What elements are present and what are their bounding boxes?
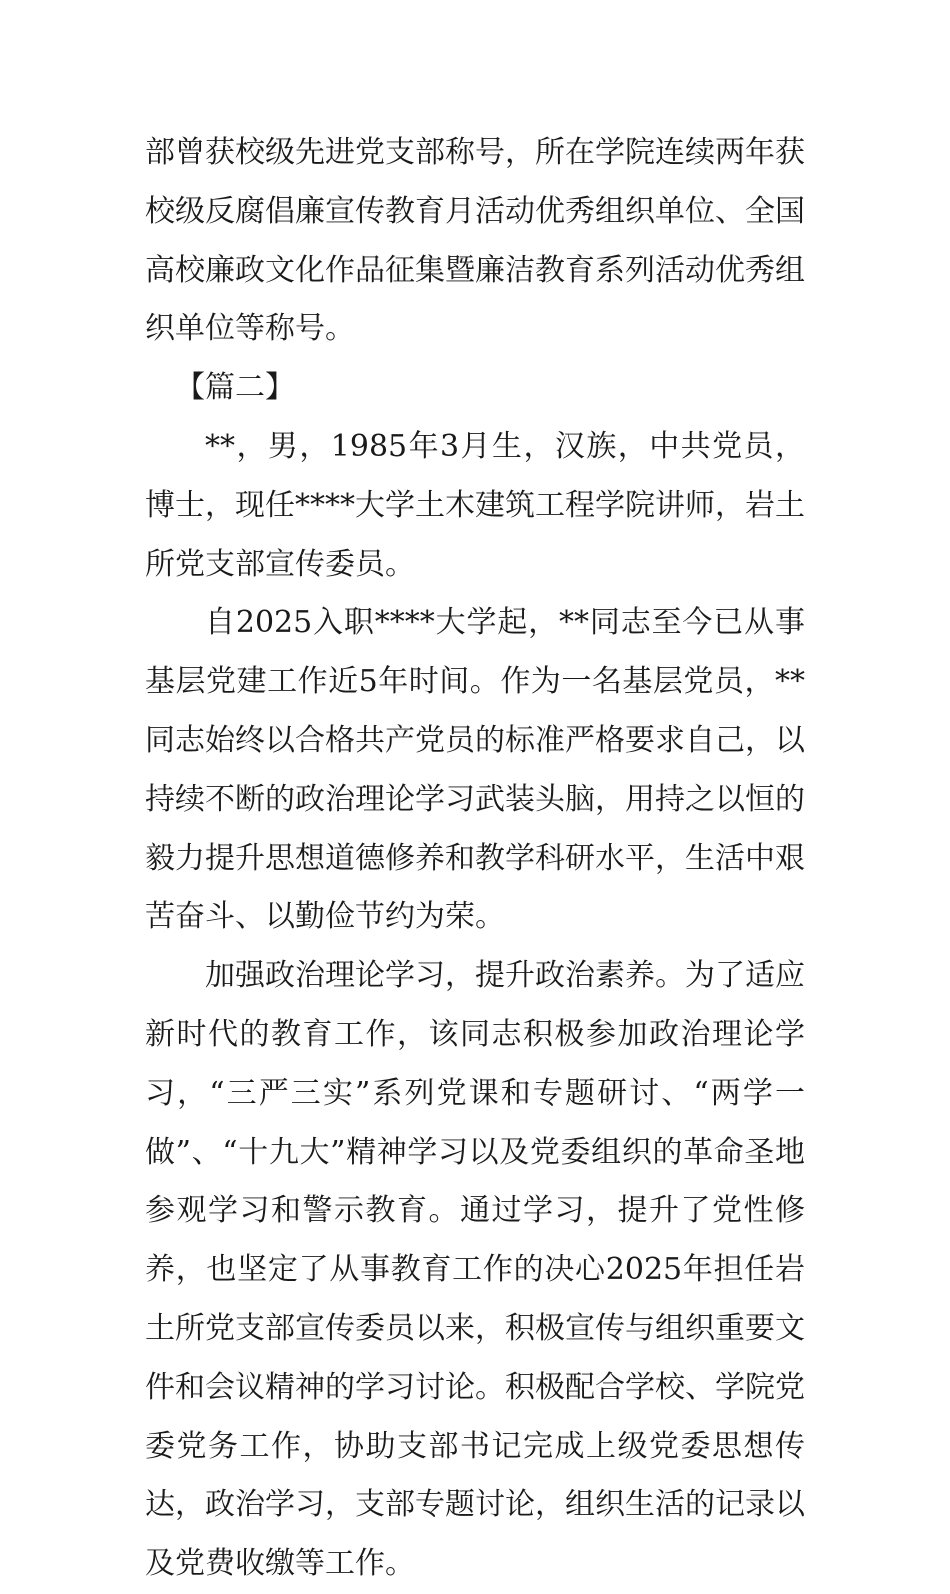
paragraph-career: 自2025入职****大学起，**同志至今已从事基层党建工作近5年时间。作为一名基层党员，**同志始终以合格共产党员的标准严格要求自己，以持续不断的政治理论学习武装头脑，用持之以恒的毅力提升思想道德修养和教学科研水平，生活中艰苦奋斗、以勤俭节约为荣。 bbox=[145, 605, 805, 935]
paragraph-study: 加强政治理论学习，提升政治素养。为了适应新时代的教育工作，该同志积极参加政治理论学习，“三严三实”系列党课和专题研讨、“两学一做”、“十九大”精神学习以及党委组织的革命圣地参观学习和警示教育。通过学习，提升了党性修养，也坚定了从事教育工作的决心2025年担任岩土所党支部宣传委员以来，积极宣传与组织重要文件和会议精神的学习讨论。积极配合学校、学院党委党务工作，协助支部书记完成上级党委思想传达，政治学习，支部专题讨论，组织生活的记录以及党费收缴等工作。 bbox=[145, 958, 805, 1582]
document-page bbox=[145, 124, 805, 1594]
paragraph-intro: **，男，1985年3月生，汉族，中共党员，博士，现任****大学土木建筑工程学院讲师，岩土所党支部宣传委员。 bbox=[145, 428, 805, 582]
section-heading: 【篇二】 bbox=[175, 370, 295, 406]
paragraph-continuation: 部曾获校级先进党支部称号，所在学院连续两年获校级反腐倡廉宣传教育月活动优秀组织单位、全国高校廉政文化作品征集暨廉洁教育系列活动优秀组织单位等称号。 bbox=[145, 135, 805, 347]
